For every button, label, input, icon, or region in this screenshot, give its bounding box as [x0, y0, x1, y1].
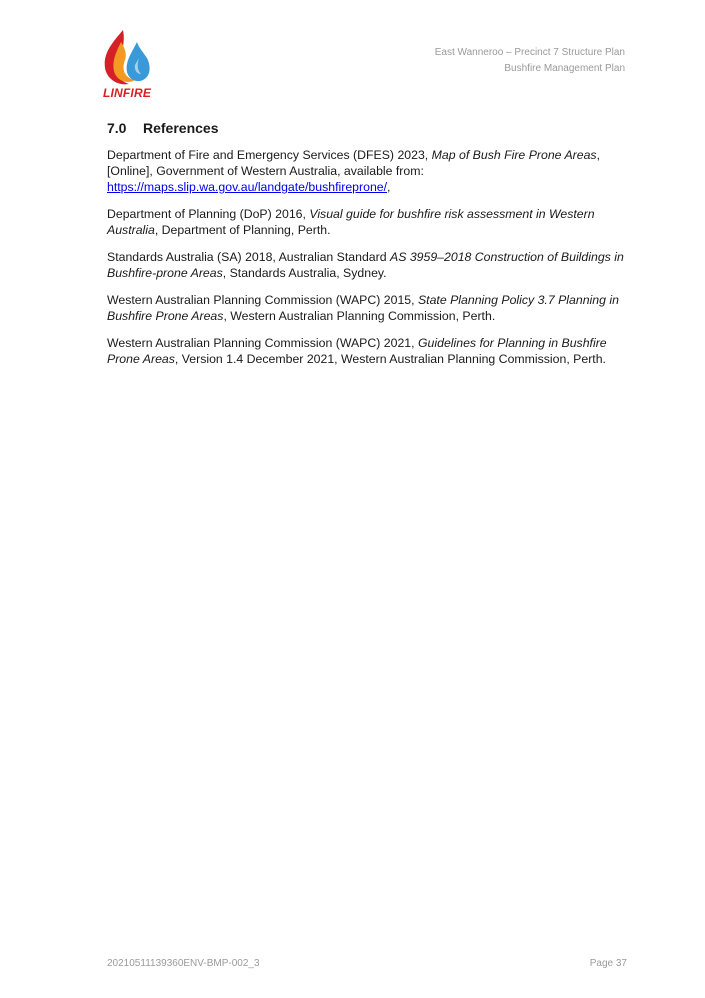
flame-drop-icon	[101, 28, 153, 86]
document-header	[435, 45, 625, 77]
reference-title: Guidelines for Planning in Bushfire Prone Areas	[107, 336, 607, 366]
reference-item	[107, 292, 627, 324]
reference-details: , Standards Australia, Sydney.	[222, 266, 387, 280]
reference-author: Western Australian Planning Commission (WAPC) 2021,	[107, 336, 418, 350]
section-number: 7.0	[107, 120, 127, 136]
linfire-logo	[101, 28, 161, 102]
reference-details: , Version 1.4 December 2021, Western Australian Planning Commission, Perth.	[174, 352, 606, 366]
reference-link[interactable]: https://maps.slip.wa.gov.au/landgate/bushfireprone/	[107, 180, 388, 194]
reference-title: Map of Bush Fire Prone Areas	[431, 148, 597, 162]
header-document-title: Bushfire Management Plan	[504, 63, 625, 74]
footer-document-id: 20210511139360ENV-BMP-002_3	[107, 958, 260, 969]
reference-title: Visual guide for bushfire risk assessment in Western Australia	[107, 207, 595, 237]
reference-author: Department of Fire and Emergency Services (DFES) 2023,	[107, 148, 432, 162]
reference-item	[107, 249, 627, 281]
logo-wordmark: LINFIRE	[102, 86, 152, 100]
footer-page-number: Page 37	[589, 958, 627, 969]
reference-punctuation: ,	[387, 180, 391, 194]
reference-title: State Planning Policy 3.7 Planning in Bushfire Prone Areas	[107, 293, 619, 323]
reference-item	[107, 147, 627, 195]
reference-item	[107, 206, 627, 238]
reference-details: , Department of Planning, Perth.	[154, 223, 331, 237]
section-heading	[107, 120, 627, 136]
reference-item	[107, 335, 627, 367]
reference-details: , Western Australian Planning Commission, Perth.	[223, 309, 496, 323]
reference-details: , [Online], Government of Western Australia, available from:	[107, 148, 601, 178]
reference-author: Standards Australia (SA) 2018, Australian Standard	[107, 250, 390, 264]
reference-author: Department of Planning (DoP) 2016,	[107, 207, 310, 221]
section-title: References	[143, 120, 219, 136]
reference-author: Western Australian Planning Commission (WAPC) 2015,	[107, 293, 418, 307]
main-content	[107, 120, 627, 378]
header-project-title: East Wanneroo – Precinct 7 Structure Plan	[434, 47, 625, 58]
reference-title: AS 3959–2018 Construction of Buildings in Bushfire-prone Areas	[107, 250, 624, 280]
